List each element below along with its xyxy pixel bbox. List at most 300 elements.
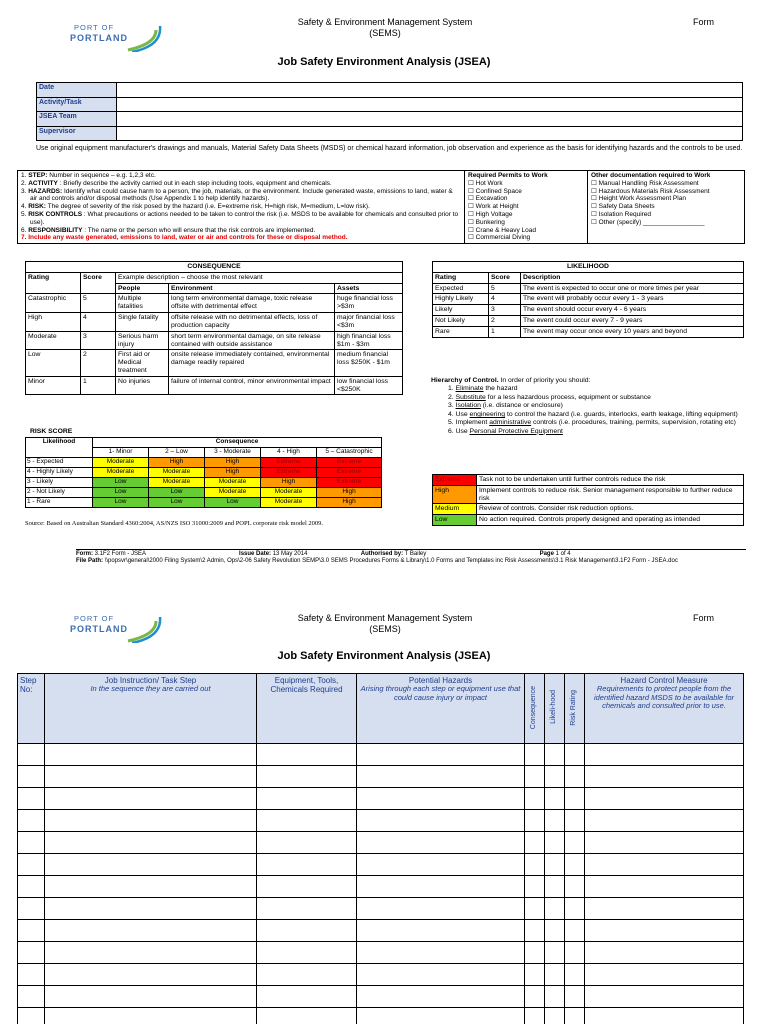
grid-cell[interactable] bbox=[545, 964, 565, 986]
grid-cell[interactable] bbox=[257, 810, 357, 832]
grid-cell[interactable] bbox=[525, 744, 545, 766]
grid-row bbox=[18, 766, 744, 788]
grid-cell[interactable] bbox=[257, 920, 357, 942]
grid-cell[interactable] bbox=[565, 1008, 585, 1024]
grid-cell[interactable] bbox=[525, 766, 545, 788]
consequence-cell: offsite release with no detrimental effects, loss of production capacity bbox=[169, 313, 335, 332]
grid-cell[interactable] bbox=[585, 854, 744, 876]
grid-cell[interactable] bbox=[357, 964, 525, 986]
consequence-cell: onsite release immediately contained, environmental damage readily repaired bbox=[169, 350, 335, 376]
risk-cell: Low bbox=[93, 478, 149, 488]
grid-cell[interactable] bbox=[45, 876, 257, 898]
page-title: Job Safety Environment Analysis (JSEA) bbox=[277, 56, 491, 68]
grid-cell[interactable] bbox=[357, 1008, 525, 1024]
hierarchy-item: 2. Substitute for a less hazardous process, equipment or substance bbox=[448, 393, 651, 401]
grid-cell[interactable] bbox=[18, 986, 45, 1008]
grid-cell[interactable] bbox=[45, 898, 257, 920]
consequence-cell: major financial loss <$3m bbox=[335, 313, 403, 332]
permit-checkbox[interactable]: ☐ Confined Space bbox=[468, 187, 522, 195]
grid-cell[interactable] bbox=[545, 876, 565, 898]
hierarchy-key: Substitute bbox=[455, 393, 486, 401]
steps-list bbox=[18, 171, 465, 244]
risk-cell: Moderate bbox=[149, 468, 205, 478]
permit-checkbox[interactable]: ☐ Commercial Diving bbox=[468, 234, 531, 242]
col-title: Step No: bbox=[20, 676, 37, 695]
grid-cell[interactable] bbox=[257, 986, 357, 1008]
likelihood-row bbox=[433, 305, 744, 316]
grid-cell[interactable] bbox=[18, 810, 45, 832]
consequence-cell: 1 bbox=[81, 376, 116, 395]
hierarchy-item: 1. Eliminate the hazard bbox=[448, 385, 518, 393]
risk-score-matrix: Likelihood Consequence 1- Minor 2 – Low 3 - Moderate 4 - High 5 – Catastrophic 5 - Expected Moderate High High Extreme Extreme 4 - Highly Likely Moderate Moderate High Extreme Extreme 3 - Likely Low Moderate Moderate High Extreme 2 - Not Likely Low Low Moderate Moderate High 1 - Rare Low Low Low Moderate High bbox=[25, 437, 382, 508]
grid-cell[interactable] bbox=[565, 854, 585, 876]
grid-col-header bbox=[357, 674, 525, 744]
grid-cell[interactable] bbox=[18, 1008, 45, 1024]
risk-legend-table bbox=[432, 474, 744, 526]
grid-cell[interactable] bbox=[357, 854, 525, 876]
logo-text-bottom: PORTLAND bbox=[70, 33, 128, 43]
col-subtitle: Arising through each step or equipment use that could cause injury or impact bbox=[360, 684, 521, 702]
grid-cell[interactable] bbox=[525, 810, 545, 832]
grid-row bbox=[18, 854, 744, 876]
risk-col-header: 4 - High bbox=[261, 448, 317, 458]
grid-cell[interactable] bbox=[45, 832, 257, 854]
step-keyword: STEP: bbox=[28, 172, 48, 179]
likelihood-cell: Rare bbox=[433, 326, 489, 337]
vertical-header: Consequence bbox=[530, 685, 538, 729]
risk-cell: Low bbox=[205, 498, 261, 508]
jsea-team-field[interactable] bbox=[117, 112, 743, 127]
grid-cell[interactable] bbox=[257, 898, 357, 920]
consequence-cell: Minor bbox=[26, 376, 81, 395]
risk-row-label: 2 - Not Likely bbox=[26, 488, 93, 498]
legend-row bbox=[433, 515, 744, 526]
grid-cell[interactable] bbox=[45, 788, 257, 810]
likelihood-cell: Likely bbox=[433, 305, 489, 316]
consequence-row bbox=[26, 294, 403, 313]
grid-cell[interactable] bbox=[585, 942, 744, 964]
doc-checkbox[interactable]: ☐ Hazardous Materials Risk Assessment bbox=[591, 187, 710, 195]
permit-checkbox[interactable]: ☐ High Voltage bbox=[468, 210, 513, 218]
grid-cell[interactable] bbox=[45, 766, 257, 788]
hierarchy-item: 3. Isolation (i.e. distance or enclosure) bbox=[448, 402, 563, 410]
grid-col-header bbox=[585, 674, 744, 744]
grid-cell[interactable] bbox=[357, 788, 525, 810]
risk-row bbox=[26, 468, 382, 478]
grid-cell[interactable] bbox=[525, 986, 545, 1008]
grid-cell[interactable] bbox=[45, 744, 257, 766]
risk-cell: High bbox=[317, 498, 382, 508]
sems-header-2: Safety & Environment Management System (SEMS) bbox=[297, 613, 473, 635]
col-title: Hazard Control Measure bbox=[620, 676, 708, 685]
risk-cell: Moderate bbox=[93, 468, 149, 478]
grid-cell[interactable] bbox=[257, 744, 357, 766]
consequence-cell: High bbox=[26, 313, 81, 332]
page-title-2: Job Safety Environment Analysis (JSEA) bbox=[277, 650, 491, 662]
risk-row-label: 5 - Expected bbox=[26, 458, 93, 468]
grid-cell[interactable] bbox=[18, 920, 45, 942]
legend-row bbox=[433, 485, 744, 504]
risk-cell: High bbox=[317, 488, 382, 498]
grid-cell[interactable] bbox=[45, 986, 257, 1008]
legend-text: No action required. Controls properly designed and operating as intended bbox=[477, 515, 744, 526]
grid-cell[interactable] bbox=[545, 986, 565, 1008]
likelihood-cell: 5 bbox=[489, 283, 521, 294]
activity-field[interactable] bbox=[117, 97, 743, 112]
grid-cell[interactable] bbox=[525, 854, 545, 876]
risk-cell: Extreme bbox=[261, 458, 317, 468]
hierarchy-item: 5. Implement administrative controls (i.e. procedures, training, permits, supervision, rotating etc) bbox=[448, 419, 736, 427]
grid-cell[interactable] bbox=[545, 1008, 565, 1024]
grid-cell[interactable] bbox=[545, 766, 565, 788]
risk-col-header: 2 – Low bbox=[149, 448, 205, 458]
grid-cell[interactable] bbox=[257, 1008, 357, 1024]
legend-row bbox=[433, 504, 744, 515]
grid-cell[interactable] bbox=[525, 898, 545, 920]
step-keyword: RESPONSIBILITY bbox=[28, 226, 83, 234]
likelihood-cell: The event should occur every 4 - 6 years bbox=[521, 305, 744, 316]
consequence-row bbox=[26, 350, 403, 376]
vertical-header: Likeli-hood bbox=[550, 690, 558, 725]
grid-col-header bbox=[525, 674, 545, 744]
risk-col-header: 5 – Catastrophic bbox=[317, 448, 382, 458]
grid-row bbox=[18, 744, 744, 766]
grid-cell[interactable] bbox=[257, 854, 357, 876]
hierarchy-key: administrative bbox=[489, 419, 532, 427]
grid-cell[interactable] bbox=[565, 744, 585, 766]
grid-cell[interactable] bbox=[257, 832, 357, 854]
permit-checkbox[interactable]: ☐ Crane & Heavy Load bbox=[468, 226, 536, 234]
risk-score-title: RISK SCORE bbox=[30, 428, 73, 435]
risk-col-header: 3 - Moderate bbox=[205, 448, 261, 458]
grid-cell[interactable] bbox=[585, 986, 744, 1008]
doc-checkbox[interactable]: ☐ Height Work Assessment Plan bbox=[591, 195, 686, 203]
grid-cell[interactable] bbox=[585, 810, 744, 832]
likelihood-cell: The event could occur every 7 - 9 years bbox=[521, 316, 744, 327]
grid-cell[interactable] bbox=[18, 854, 45, 876]
grid-cell[interactable] bbox=[18, 832, 45, 854]
grid-cell[interactable] bbox=[545, 942, 565, 964]
grid-cell[interactable] bbox=[545, 744, 565, 766]
grid-cell[interactable] bbox=[565, 986, 585, 1008]
consequence-row bbox=[26, 313, 403, 332]
col-title: Potential Hazards bbox=[408, 676, 473, 685]
col-subtitle: In the sequence they are carried out bbox=[90, 684, 211, 694]
grid-row bbox=[18, 942, 744, 964]
hierarchy-key: Isolation bbox=[455, 402, 481, 410]
step-keyword: ACTIVITY bbox=[28, 179, 58, 187]
grid-cell[interactable] bbox=[585, 766, 744, 788]
col-title: Equipment, Tools, Chemicals Required bbox=[270, 676, 343, 695]
permits-list: Required Permits to Work ☐ Hot Work ☐ Confined Space ☐ Excavation ☐ Work at Height ☐ High Voltage ☐ Bunkering ☐ Crane & Heavy Load ☐ Commercial Diving bbox=[465, 171, 588, 244]
grid-row bbox=[18, 920, 744, 942]
likelihood-table: LIKELIHOOD Rating Score Description Expected 5 The event is expected to occur one or more times per year Highly Likely 4 The event will probably occur every 1 - 3 years Likely 3 The event should occur every 4 - 6 years Not Likely 2 The event could occur every 7 - 9 years Rare 1 The event may occur once every 10 years and beyond bbox=[432, 261, 744, 338]
grid-cell[interactable] bbox=[257, 876, 357, 898]
doc-checkbox[interactable]: ☐ Other (specify) _________________ bbox=[591, 218, 705, 226]
legend-row bbox=[433, 475, 744, 486]
grid-cell[interactable] bbox=[565, 832, 585, 854]
likelihood-cell: 1 bbox=[489, 326, 521, 337]
likelihood-cell: 3 bbox=[489, 305, 521, 316]
grid-cell[interactable] bbox=[525, 788, 545, 810]
consequence-cell: high financial loss $1m - $3m bbox=[335, 331, 403, 350]
consequence-cell: Moderate bbox=[26, 331, 81, 350]
grid-cell[interactable] bbox=[525, 876, 545, 898]
consequence-cell: Multiple fatalities bbox=[116, 294, 169, 313]
grid-cell[interactable] bbox=[18, 766, 45, 788]
grid-cell[interactable] bbox=[18, 788, 45, 810]
risk-cell: High bbox=[205, 468, 261, 478]
grid-row bbox=[18, 810, 744, 832]
risk-cell: Extreme bbox=[317, 468, 382, 478]
grid-cell[interactable] bbox=[585, 964, 744, 986]
permit-checkbox[interactable]: ☐ Hot Work bbox=[468, 179, 503, 187]
step-keyword: RISK CONTROLS bbox=[28, 210, 83, 218]
supervisor-field[interactable] bbox=[117, 126, 743, 141]
grid-cell[interactable] bbox=[525, 1008, 545, 1024]
legend-level: Extreme bbox=[433, 475, 477, 486]
step-item: 5. RISK CONTROLS : What precautions or actions needed to be taken to control the risk (i.e. MSDS to be available for chemicals and consulted prior to use). bbox=[21, 210, 459, 226]
logo-swoosh-icon bbox=[126, 613, 166, 643]
grid-row bbox=[18, 964, 744, 986]
likelihood-cell: Not Likely bbox=[433, 316, 489, 327]
grid-cell[interactable] bbox=[257, 766, 357, 788]
docs-list: Other documentation required to Work ☐ Manual Handling Risk Assessment ☐ Hazardous Materials Risk Assessment ☐ Height Work Assessment Plan ☐ Safety Data Sheets ☐ Isolation Required ☐ Other (specify) _________________ bbox=[588, 171, 745, 244]
legend-text: Task not to be undertaken until further controls reduce the risk bbox=[477, 475, 744, 486]
risk-row bbox=[26, 478, 382, 488]
grid-col-header bbox=[45, 674, 257, 744]
grid-cell[interactable] bbox=[565, 898, 585, 920]
grid-cell[interactable] bbox=[545, 810, 565, 832]
grid-cell[interactable] bbox=[565, 942, 585, 964]
consequence-cell: First aid or Medical treatment bbox=[116, 350, 169, 376]
steps-permits-table bbox=[17, 170, 745, 244]
step-keyword: RISK: bbox=[28, 203, 46, 211]
likelihood-cell: 4 bbox=[489, 294, 521, 305]
grid-cell[interactable] bbox=[45, 810, 257, 832]
logo-text-top: PORT OF bbox=[74, 23, 115, 32]
risk-cell: Moderate bbox=[205, 478, 261, 488]
grid-cell[interactable] bbox=[545, 920, 565, 942]
grid-cell[interactable] bbox=[18, 942, 45, 964]
jsea-steps-grid bbox=[17, 673, 744, 1024]
risk-cell: Extreme bbox=[261, 468, 317, 478]
grid-cell[interactable] bbox=[357, 920, 525, 942]
step-item: 1. STEP: Number in sequence – e.g. 1,2,3 etc. bbox=[21, 172, 156, 179]
grid-cell[interactable] bbox=[357, 876, 525, 898]
risk-row bbox=[26, 498, 382, 508]
consequence-cell: Catastrophic bbox=[26, 294, 81, 313]
risk-cell: Moderate bbox=[261, 488, 317, 498]
grid-cell[interactable] bbox=[565, 766, 585, 788]
grid-cell[interactable] bbox=[357, 766, 525, 788]
grid-cell[interactable] bbox=[565, 876, 585, 898]
risk-cell: Moderate bbox=[149, 478, 205, 488]
grid-cell[interactable] bbox=[45, 1008, 257, 1024]
grid-cell[interactable] bbox=[565, 964, 585, 986]
risk-col-header: 1- Minor bbox=[93, 448, 149, 458]
grid-cell[interactable] bbox=[585, 920, 744, 942]
consequence-cell: short term environmental damage, on site release contained with outside assistance bbox=[169, 331, 335, 350]
grid-cell[interactable] bbox=[545, 832, 565, 854]
consequence-cell: long term environmental damage, toxic release offsite with detrimental effect bbox=[169, 294, 335, 313]
grid-col-header bbox=[545, 674, 565, 744]
grid-cell[interactable] bbox=[565, 788, 585, 810]
grid-col-header bbox=[257, 674, 357, 744]
grid-cell[interactable] bbox=[545, 854, 565, 876]
vertical-header: Risk Rating bbox=[570, 689, 578, 726]
risk-cell: High bbox=[149, 458, 205, 468]
hierarchy-of-control: Hierarchy of Control. In order of priority you should: 1. Eliminate the hazard 2. Substitute for a less hazardous process, equipment or substance 3. Isolation (i.e. distance or enclosure) 4. Use engineering to control the hazard (i.e. guards, interlocks, earth leakage, lifting equipment) 5. Implement administrative controls (i.e. procedures, training, permits, supervision, rotating etc) 6. Use Personal Protective Equipment bbox=[431, 377, 746, 436]
grid-cell[interactable] bbox=[585, 788, 744, 810]
risk-cell: Low bbox=[93, 498, 149, 508]
port-of-portland-logo bbox=[70, 22, 160, 54]
grid-cell[interactable] bbox=[525, 942, 545, 964]
grid-cell[interactable] bbox=[45, 920, 257, 942]
grid-row bbox=[18, 986, 744, 1008]
risk-cell: Moderate bbox=[261, 498, 317, 508]
hierarchy-key: Personal Protective Equipment bbox=[469, 427, 563, 435]
consequence-cell: Serious harm injury bbox=[116, 331, 169, 350]
instructions-note: Use original equipment manufacturer's drawings and manuals, Material Safety Data Sheets (MSDS) or chemical hazard information, job observation and experience as the basis for identifying hazards and the controls to be used. bbox=[36, 145, 743, 152]
risk-cell: Extreme bbox=[317, 458, 382, 468]
doc-checkbox[interactable]: ☐ Manual Handling Risk Assessment bbox=[591, 179, 699, 187]
consequence-cell: 2 bbox=[81, 350, 116, 376]
consequence-cell: 5 bbox=[81, 294, 116, 313]
grid-cell[interactable] bbox=[45, 854, 257, 876]
grid-row bbox=[18, 1008, 744, 1024]
risk-cell: High bbox=[261, 478, 317, 488]
logo-swoosh-icon bbox=[126, 22, 166, 52]
grid-cell[interactable] bbox=[257, 788, 357, 810]
risk-cell: Low bbox=[149, 498, 205, 508]
likelihood-row bbox=[433, 283, 744, 294]
legend-level: High bbox=[433, 485, 477, 504]
likelihood-cell: The event may occur once every 10 years and beyond bbox=[521, 326, 744, 337]
grid-cell[interactable] bbox=[565, 810, 585, 832]
consequence-cell: failure of internal control, minor environmental impact bbox=[169, 376, 335, 395]
step-keyword: HAZARDS: bbox=[28, 187, 63, 195]
risk-cell: High bbox=[205, 458, 261, 468]
grid-cell[interactable] bbox=[257, 964, 357, 986]
consequence-cell: huge financial loss >$3m bbox=[335, 294, 403, 313]
hierarchy-key: engineering bbox=[469, 410, 506, 418]
risk-cell: Extreme bbox=[317, 478, 382, 488]
risk-cell: Moderate bbox=[93, 458, 149, 468]
permit-checkbox[interactable]: ☐ Work at Height bbox=[468, 203, 519, 211]
date-field[interactable] bbox=[117, 83, 743, 98]
grid-cell[interactable] bbox=[585, 832, 744, 854]
step-item: 7. Include any waste generated, emissions to land, water or air and controls for these or disposal method. bbox=[21, 234, 348, 242]
grid-cell[interactable] bbox=[18, 876, 45, 898]
risk-cell: Low bbox=[93, 488, 149, 498]
page-footer: Form: 3.1F2 Form - JSEA Issue Date: 13 May 2014 Authorised by: T Bailey Page 1 of 4 File Path: \\popsvr\general\2000 Filing System\2 Admin, Ops\2-06 Safety Revolution SEMP\3.0 SEMS Procedures Forms & Library\1.0 Forms and Templates inc Risk Assessments\3.1 Risk Management\3.1F2 Form - JSEA.doc bbox=[76, 551, 678, 565]
grid-cell[interactable] bbox=[357, 810, 525, 832]
consequence-cell: low financial loss <$250K bbox=[335, 376, 403, 395]
form-label: Form bbox=[693, 17, 714, 27]
grid-cell[interactable] bbox=[525, 920, 545, 942]
source-note: Source: Based on Australian Standard 4360:2004, AS/NZS ISO 31000:2009 and POPL corporate risk model 2009. bbox=[25, 520, 324, 527]
grid-col-header bbox=[565, 674, 585, 744]
grid-cell[interactable] bbox=[18, 744, 45, 766]
likelihood-cell: Highly Likely bbox=[433, 294, 489, 305]
grid-cell[interactable] bbox=[45, 964, 257, 986]
col-subtitle: Requirements to protect people from the identified hazard MSDS to be available for chemicals and consulted prior to use. bbox=[593, 684, 735, 711]
likelihood-cell: The event will probably occur every 1 - 3 years bbox=[521, 294, 744, 305]
hierarchy-item: 6. Use Personal Protective Equipment bbox=[448, 427, 563, 435]
grid-cell[interactable] bbox=[565, 920, 585, 942]
consequence-cell: medium financial loss $250K - $1m bbox=[335, 350, 403, 376]
grid-cell[interactable] bbox=[357, 986, 525, 1008]
risk-cell: Moderate bbox=[205, 488, 261, 498]
doc-checkbox[interactable]: ☐ Safety Data Sheets bbox=[591, 203, 655, 211]
hierarchy-key: Eliminate bbox=[455, 385, 484, 393]
footer-divider bbox=[76, 549, 746, 550]
legend-text: Implement controls to reduce risk. Senior management responsible to further reduce risk bbox=[477, 485, 744, 504]
grid-cell[interactable] bbox=[525, 964, 545, 986]
step-item: 2. ACTIVITY : Briefly describe the activity carried out in each step including tools, equipment and chemicals. bbox=[21, 179, 332, 187]
permit-checkbox[interactable]: ☐ Excavation bbox=[468, 195, 508, 203]
grid-cell[interactable] bbox=[357, 942, 525, 964]
col-title: Job Instruction/ Task Step bbox=[104, 676, 197, 685]
sems-header: Safety & Environment Management System (SEMS) bbox=[297, 17, 473, 39]
likelihood-row bbox=[433, 294, 744, 305]
consequence-cell: Low bbox=[26, 350, 81, 376]
risk-row-label: 3 - Likely bbox=[26, 478, 93, 488]
likelihood-row bbox=[433, 316, 744, 327]
consequence-row bbox=[26, 376, 403, 395]
grid-row bbox=[18, 832, 744, 854]
grid-col-header bbox=[18, 674, 45, 744]
consequence-row bbox=[26, 331, 403, 350]
likelihood-cell: The event is expected to occur one or more times per year bbox=[521, 283, 744, 294]
legend-level: Medium bbox=[433, 504, 477, 515]
legend-level: Low bbox=[433, 515, 477, 526]
step-item: 3. HAZARDS: Identify what could cause harm to a person, the job, materials, or the environment. Include generated waste, emissions to land, water & air and controls and/or disposal methods (Use Appendix 1 to help identify hazards). bbox=[21, 187, 453, 203]
grid-row bbox=[18, 876, 744, 898]
grid-cell[interactable] bbox=[585, 876, 744, 898]
consequence-cell: 3 bbox=[81, 331, 116, 350]
risk-row-label: 4 - Highly Likely bbox=[26, 468, 93, 478]
permit-checkbox[interactable]: ☐ Bunkering bbox=[468, 218, 505, 226]
grid-cell[interactable] bbox=[357, 898, 525, 920]
step-item: 6. RESPONSIBILITY : The name or the person who will ensure that the risk controls are implemented. bbox=[21, 226, 316, 234]
likelihood-cell: 2 bbox=[489, 316, 521, 327]
consequence-table: CONSEQUENCE Rating Score Example description – choose the most relevant People Environment Assets Catastrophic 5 Multiple fatalities long term environmental damage, toxic release offsite with detrimental effect huge financial loss >$3m High 4 Single fatality offsite release with no detrimental effects, loss of production capacity major financial loss <$3m Moderate 3 Serious harm injury short term environmental damage, on site release contained with outside assistance high financial loss $1m - $3m Low 2 First aid or Medical treatment onsite release immediately contained, environmental damage readily repaired medium financial loss $250K - $1m Minor 1 No injuries failure of internal control, minor environmental impact low financial loss <$250K bbox=[25, 261, 403, 395]
grid-cell[interactable] bbox=[45, 942, 257, 964]
grid-cell[interactable] bbox=[257, 942, 357, 964]
grid-cell[interactable] bbox=[357, 832, 525, 854]
grid-cell[interactable] bbox=[545, 788, 565, 810]
likelihood-row bbox=[433, 326, 744, 337]
risk-cell: Low bbox=[149, 488, 205, 498]
job-info-table: Date Activity/Task JSEA Team Supervisor bbox=[36, 82, 743, 141]
grid-cell[interactable] bbox=[545, 898, 565, 920]
grid-row bbox=[18, 788, 744, 810]
grid-cell[interactable] bbox=[585, 1008, 744, 1024]
grid-cell[interactable] bbox=[525, 832, 545, 854]
legend-text: Review of controls. Consider risk reduction options. bbox=[477, 504, 744, 515]
grid-cell[interactable] bbox=[18, 898, 45, 920]
grid-cell[interactable] bbox=[585, 744, 744, 766]
consequence-cell: 4 bbox=[81, 313, 116, 332]
grid-cell[interactable] bbox=[585, 898, 744, 920]
grid-cell[interactable] bbox=[357, 744, 525, 766]
consequence-cell: Single fatality bbox=[116, 313, 169, 332]
grid-cell[interactable] bbox=[18, 964, 45, 986]
doc-checkbox[interactable]: ☐ Isolation Required bbox=[591, 210, 652, 218]
form-label-2: Form bbox=[693, 613, 714, 623]
